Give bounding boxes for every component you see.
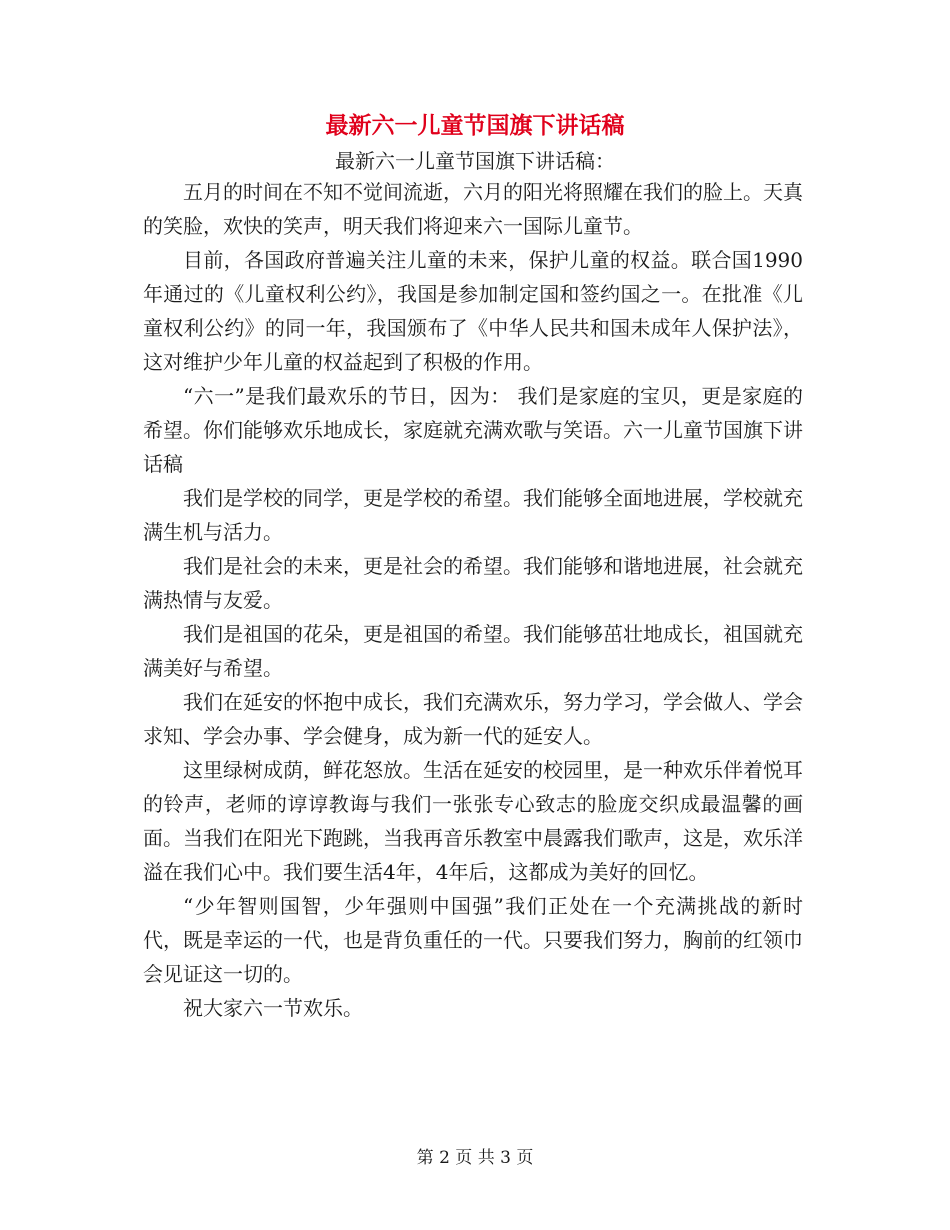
paragraph: 我们在延安的怀抱中成长，我们充满欢乐，努力学习，学会做人、学会求知、学会办事、学会健身，成为新一代的延安人。	[143, 690, 803, 748]
paragraph: 祝大家六一节欢乐。	[183, 996, 363, 1020]
paragraph: 我们是祖国的花朵，更是祖国的希望。我们能够茁壮地成长，祖国就充满美好与希望。	[143, 622, 803, 680]
paragraph: 我们是社会的未来，更是社会的希望。我们能够和谐地进展，社会就充满热情与友爱。	[143, 554, 803, 612]
page-footer: 第 2 页 共 3 页	[416, 1148, 534, 1168]
document-body	[143, 175, 803, 1025]
document-subtitle: 最新六一儿童节国旗下讲话稿：	[335, 149, 615, 173]
paragraph: “六一”是我们最欢乐的节日，因为： 我们是家庭的宝贝，更是家庭的希望。你们能够欢乐地成长，家庭就充满欢歌与笑语。六一儿童节国旗下讲话稿	[143, 384, 803, 476]
paragraph: 我们是学校的同学，更是学校的希望。我们能够全面地进展，学校就充满生机与活力。	[143, 486, 803, 544]
paragraph: 目前，各国政府普遍关注儿童的未来，保护儿童的权益。联合国1990年通过的《儿童权利公约》，我国是参加制定国和签约国之一。在批准《儿童权利公约》的同一年，我国颁布了《中华人民共和国未成年人保护法》，这对维护少年儿童的权益起到了积极的作用。	[143, 248, 803, 374]
paragraph: 五月的时间在不知不觉间流逝，六月的阳光将照耀在我们的脸上。天真的笑脸，欢快的笑声，明天我们将迎来六一国际儿童节。	[143, 180, 803, 238]
document-title: 最新六一儿童节国旗下讲话稿	[325, 112, 625, 139]
paragraph: “少年智则国智，少年强则中国强”我们正处在一个充满挑战的新时代，既是幸运的一代，也是背负重任的一代。只要我们努力，胸前的红领巾会见证这一切的。	[143, 894, 803, 986]
paragraph: 这里绿树成荫，鲜花怒放。生活在延安的校园里，是一种欢乐伴着悦耳的铃声，老师的谆谆教诲与我们一张张专心致志的脸庞交织成最温馨的画面。当我们在阳光下跑跳，当我再音乐教室中晨露我们歌声，这是，欢乐洋溢在我们心中。我们要生活4年，4年后，这都成为美好的回忆。	[143, 758, 803, 884]
